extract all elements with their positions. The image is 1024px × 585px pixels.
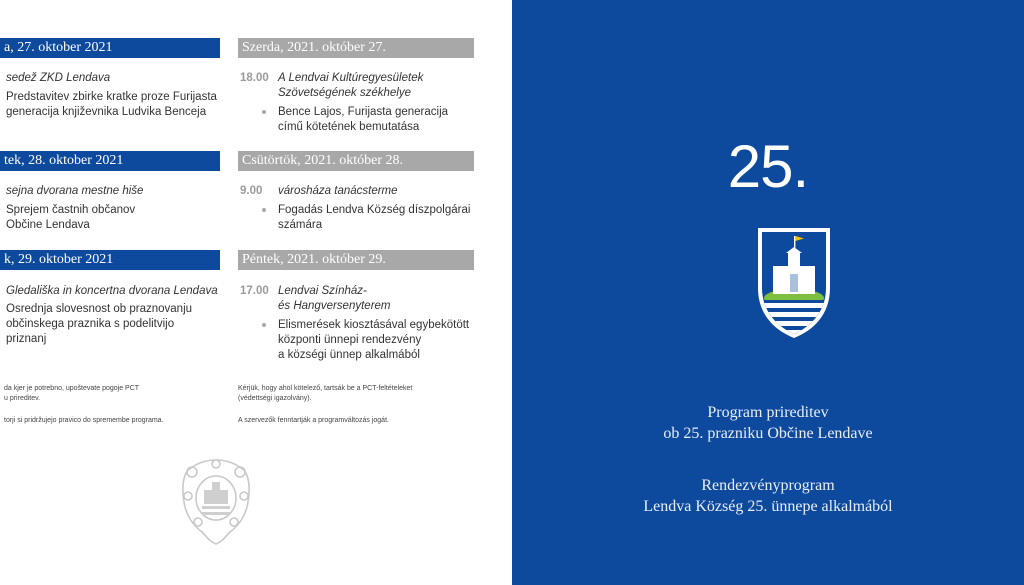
day2-slovene-header: tek, 28. oktober 2021	[0, 151, 220, 171]
bullet-icon	[262, 208, 266, 212]
day3-slovene-description-line2: občinskega praznika s podelitvijo	[6, 318, 175, 330]
day3-hungarian-description-line1: Elismerések kiosztásával egybekötött	[278, 319, 470, 331]
day3-time: 17.00	[240, 285, 269, 297]
day1-time: 18.00	[240, 72, 269, 84]
slovene-note-line3: torji si pridržujejo pravico do spremembe programa.	[4, 417, 164, 424]
slovene-title-line1: Program prireditev	[707, 404, 829, 421]
day1-hungarian-venue-line1: A Lendvai Kultúregyesületek	[278, 72, 424, 84]
slovene-note-line1: da kjer je potrebno, upoštevate pogoje PCT	[4, 385, 140, 392]
hungarian-note-line2: (védettségi igazolvány).	[238, 395, 312, 402]
slovene-title	[512, 402, 1024, 444]
hungarian-note-line1: Kérjük, hogy ahol kötelező, tartsák be a PCT-feltételeket	[238, 385, 413, 392]
day3-slovene-description-line3: priznanj	[6, 333, 47, 345]
hungarian-note-line3: A szervezők fenntartják a programváltozás jogát.	[238, 417, 389, 424]
program-cover-page	[512, 0, 1024, 585]
day3-slovene-venue: Gledališka in koncertna dvorana Lendava	[6, 285, 218, 297]
day1-hungarian-header: Szerda, 2021. október 27.	[238, 38, 474, 58]
day1-hungarian-venue-line2: Szövetségének székhelye	[278, 87, 411, 99]
day2-hungarian-header: Csütörtök, 2021. október 28.	[238, 151, 474, 171]
day1-slovene-header: a, 27. oktober 2021	[0, 38, 220, 58]
day2-hungarian-description-line1: Fogadás Lendva Község díszpolgárai	[278, 204, 471, 216]
day3-hungarian-venue-line2: és Hangversenyterem	[278, 300, 391, 312]
bullet-icon	[262, 110, 266, 114]
day3-hungarian-venue-line1: Lendvai Színház-	[278, 285, 367, 297]
anniversary-number: 25.	[727, 133, 809, 200]
municipal-seal-watermark-icon	[178, 456, 254, 548]
day3-slovene-header: k, 29. oktober 2021	[0, 250, 220, 270]
hungarian-title-line2: Lendva Község 25. ünnepe alkalmából	[643, 498, 893, 515]
day1-slovene-description-line1: Predstavitev zbirke kratke proze Furijasta	[6, 91, 217, 103]
day3-hungarian-header: Péntek, 2021. október 29.	[238, 250, 474, 270]
slovene-note-line2: u prireditev.	[4, 395, 41, 402]
slovene-title-line2: ob 25. prazniku Občine Lendave	[663, 425, 873, 442]
day3-slovene-description-line1: Osrednja slovesnost ob praznovanju	[6, 303, 193, 315]
day2-slovene-venue: sejna dvorana mestne hiše	[6, 185, 144, 197]
day1-hungarian-description-line1: Bence Lajos, Furijasta generacija	[278, 106, 449, 118]
day2-hungarian-description-line2: számára	[278, 219, 323, 231]
lendava-coat-of-arms-icon	[756, 226, 832, 338]
day3-hungarian-description-line3: a községi ünnep alkalmából	[278, 349, 420, 361]
day1-slovene-description-line2: generacija književnika Ludvika Benceja	[6, 106, 207, 118]
bullet-icon	[262, 323, 266, 327]
day2-time: 9.00	[240, 185, 263, 197]
day2-hungarian-venue: városháza tanácsterme	[278, 185, 398, 197]
day1-slovene-venue: sedež ZKD Lendava	[6, 72, 111, 84]
day2-slovene-description-line2: Občine Lendava	[6, 219, 90, 231]
day3-hungarian-description-line2: központi ünnepi rendezvény	[278, 334, 422, 346]
day1-hungarian-description-line2: című kötetének bemutatása	[278, 121, 420, 133]
day2-slovene-description-line1: Sprejem častnih občanov	[6, 204, 136, 216]
hungarian-title	[512, 475, 1024, 517]
hungarian-title-line1: Rendezvényprogram	[701, 477, 835, 494]
